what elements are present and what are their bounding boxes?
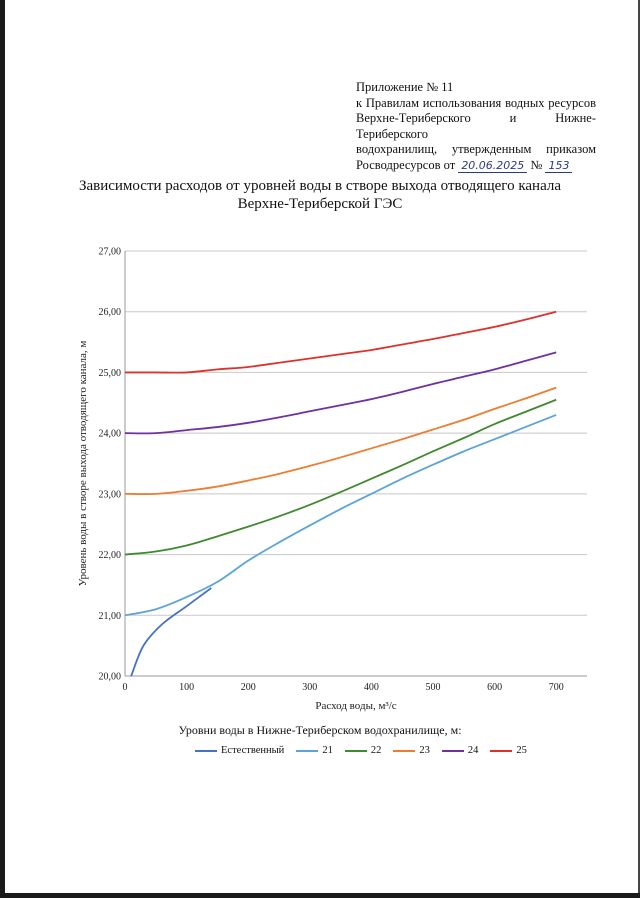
- y-tick-label: 22,00: [98, 550, 121, 562]
- legend-swatch: [442, 750, 464, 752]
- y-tick-label: 27,00: [98, 246, 121, 258]
- chart-title: Зависимости расходов от уровней воды в створе выхода отводящего канала Верхне-Териберской ГЭС: [78, 178, 562, 212]
- legend-label: 22: [370, 745, 382, 756]
- x-tick-label: 600: [487, 682, 503, 693]
- legend-item: [393, 745, 430, 756]
- x-tick-labels: [123, 682, 564, 693]
- order-number-label: №: [530, 157, 543, 172]
- series-line-4: [125, 352, 556, 433]
- legend-label: 24: [467, 745, 479, 756]
- x-tick-label: 100: [179, 682, 195, 693]
- x-axis-label: Расход воды, м³/с: [315, 700, 397, 712]
- y-tick-label: 21,00: [98, 610, 121, 622]
- legend-item: [442, 745, 479, 756]
- legend-item: [490, 745, 527, 756]
- legend-swatch: [296, 750, 318, 752]
- handwritten-date: 20.06.2025: [458, 160, 527, 173]
- y-tick-label: 24,00: [98, 428, 121, 440]
- x-tick-label: 400: [363, 682, 379, 693]
- x-tick-label: 700: [548, 682, 564, 693]
- y-tick-label: 23,00: [98, 489, 121, 501]
- y-tick-label: 20,00: [98, 671, 121, 683]
- series-line-2: [125, 400, 556, 555]
- chart-axes: [125, 251, 587, 676]
- x-tick-label: 300: [302, 682, 318, 693]
- series-line-5: [125, 312, 556, 373]
- legend-item: [296, 745, 333, 756]
- legend-label: 21: [322, 745, 333, 756]
- chart-legend: [195, 745, 539, 756]
- appendix-number: Приложение № 11: [356, 80, 454, 94]
- handwritten-order-number: 153: [545, 160, 572, 173]
- series-line-0: [131, 588, 211, 676]
- y-axis-label: Уровень воды в створе выхода отводящего канала, м: [77, 340, 89, 587]
- y-tick-labels: [99, 247, 122, 683]
- legend-swatch: [490, 750, 512, 752]
- chart-gridlines: [125, 251, 587, 676]
- appendix-line-3: Верхне-Териберского и Нижне-Териберского: [356, 111, 596, 141]
- legend-label: Естественный: [221, 745, 285, 756]
- y-tick-label: 25,00: [98, 367, 121, 379]
- legend-item: [345, 745, 382, 756]
- appendix-line-4: водохранилищ, утвержденным приказом: [356, 142, 596, 156]
- x-tick-label: 0: [122, 682, 128, 693]
- appendix-order-prefix: Росводресурсов от: [356, 157, 456, 172]
- legend-item: [195, 745, 284, 756]
- legend-label: 23: [419, 745, 430, 756]
- y-tick-label: 26,00: [98, 307, 121, 319]
- legend-swatch: [393, 750, 415, 752]
- x-tick-label: 500: [425, 682, 441, 693]
- legend-swatch: [195, 750, 217, 752]
- legend-swatch: [345, 750, 367, 752]
- legend-title: Уровни воды в Нижне-Териберском водохранилище, м:: [178, 723, 462, 737]
- series-line-1: [125, 415, 556, 615]
- legend-label: 25: [516, 745, 527, 756]
- x-tick-label: 200: [240, 682, 256, 693]
- appendix-line-2: к Правилам использования водных ресурсов: [356, 95, 596, 110]
